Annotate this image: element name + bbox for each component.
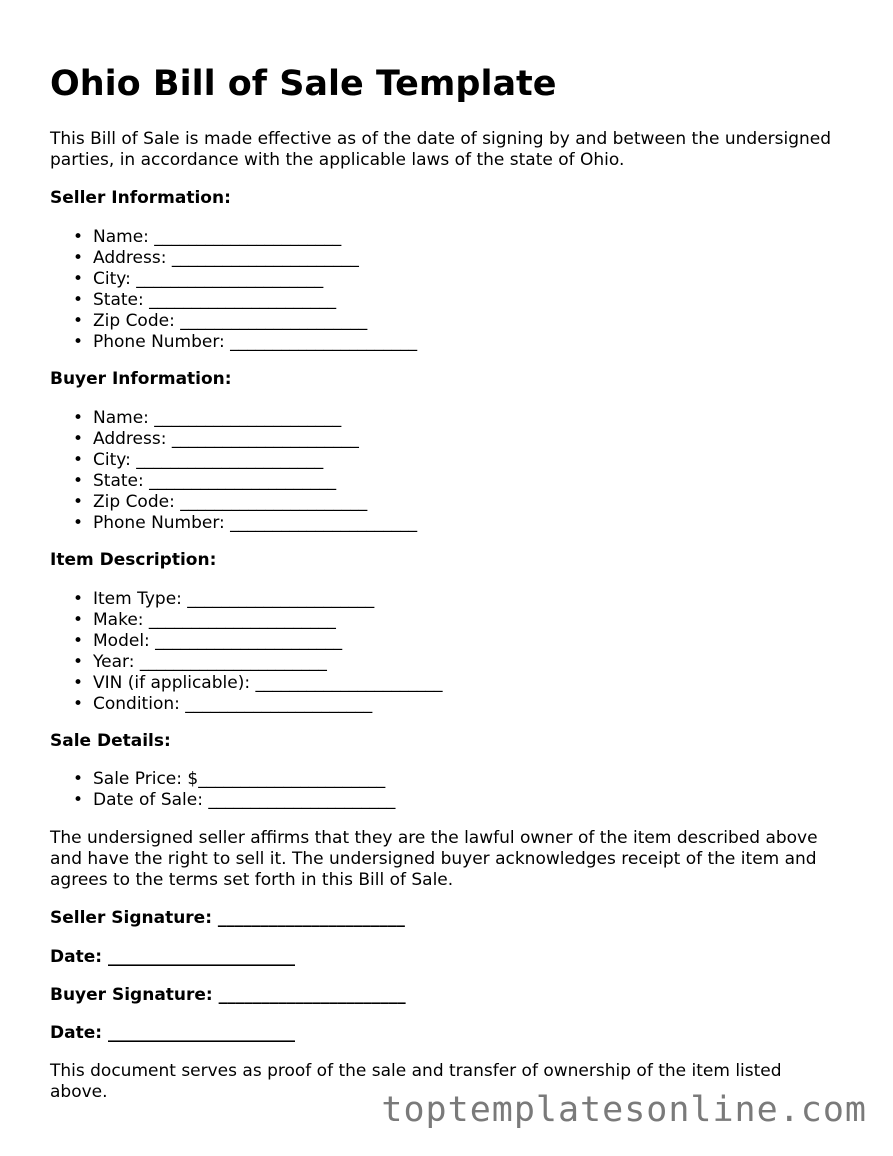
list-item: • Item Type: ______________________	[73, 589, 375, 609]
list-item: • Sale Price: $______________________	[73, 769, 386, 789]
seller-signature-line: Seller Signature: ______________________	[50, 908, 405, 928]
page-title: Ohio Bill of Sale Template	[50, 64, 557, 104]
watermark: toptemplatesonline.com	[381, 1090, 867, 1130]
list-item: • Zip Code: ______________________	[73, 492, 368, 512]
list-item: • Model: ______________________	[73, 631, 343, 651]
sale-fields-list	[50, 769, 395, 811]
buyer-date-line: Date: ______________________	[50, 1023, 295, 1043]
list-item: • Date of Sale: ______________________	[73, 790, 396, 810]
list-item: • Condition: ______________________	[73, 694, 373, 714]
list-item: • Name: ______________________	[73, 408, 342, 428]
list-item: • City: ______________________	[73, 450, 324, 470]
list-item: • Make: ______________________	[73, 610, 336, 630]
item-fields-list	[50, 589, 442, 715]
seller-fields-list	[50, 227, 417, 353]
buyer-heading: Buyer Information:	[50, 369, 232, 389]
list-item: • Year: ______________________	[73, 652, 327, 672]
final-paragraph: This document serves as proof of the sale and transfer of ownership of the item listed above.	[50, 1061, 782, 1102]
list-item: • Address: ______________________	[73, 248, 359, 268]
intro-paragraph: This Bill of Sale is made effective as of the date of signing by and between the undersigned parties, in accordance with the applicable laws of the state of Ohio.	[50, 129, 832, 170]
list-item: • State: ______________________	[73, 290, 337, 310]
seller-heading: Seller Information:	[50, 188, 231, 208]
list-item: • Name: ______________________	[73, 227, 342, 247]
sale-heading: Sale Details:	[50, 731, 171, 751]
list-item: • Phone Number: ______________________	[73, 513, 418, 533]
list-item: • Phone Number: ______________________	[73, 332, 418, 352]
buyer-fields-list	[50, 408, 417, 534]
buyer-signature-line: Buyer Signature: ______________________	[50, 985, 406, 1005]
list-item: • VIN (if applicable): ______________________	[73, 673, 443, 693]
list-item: • Zip Code: ______________________	[73, 311, 368, 331]
item-heading: Item Description:	[50, 550, 217, 570]
affirmation-paragraph: The undersigned seller affirms that they are the lawful owner of the item described above and have the right to sell it. The undersigned buyer acknowledges receipt of the item and agrees to the terms set forth in this Bill of Sale.	[50, 828, 818, 890]
list-item: • City: ______________________	[73, 269, 324, 289]
seller-date-line: Date: ______________________	[50, 947, 295, 967]
list-item: • State: ______________________	[73, 471, 337, 491]
list-item: • Address: ______________________	[73, 429, 359, 449]
